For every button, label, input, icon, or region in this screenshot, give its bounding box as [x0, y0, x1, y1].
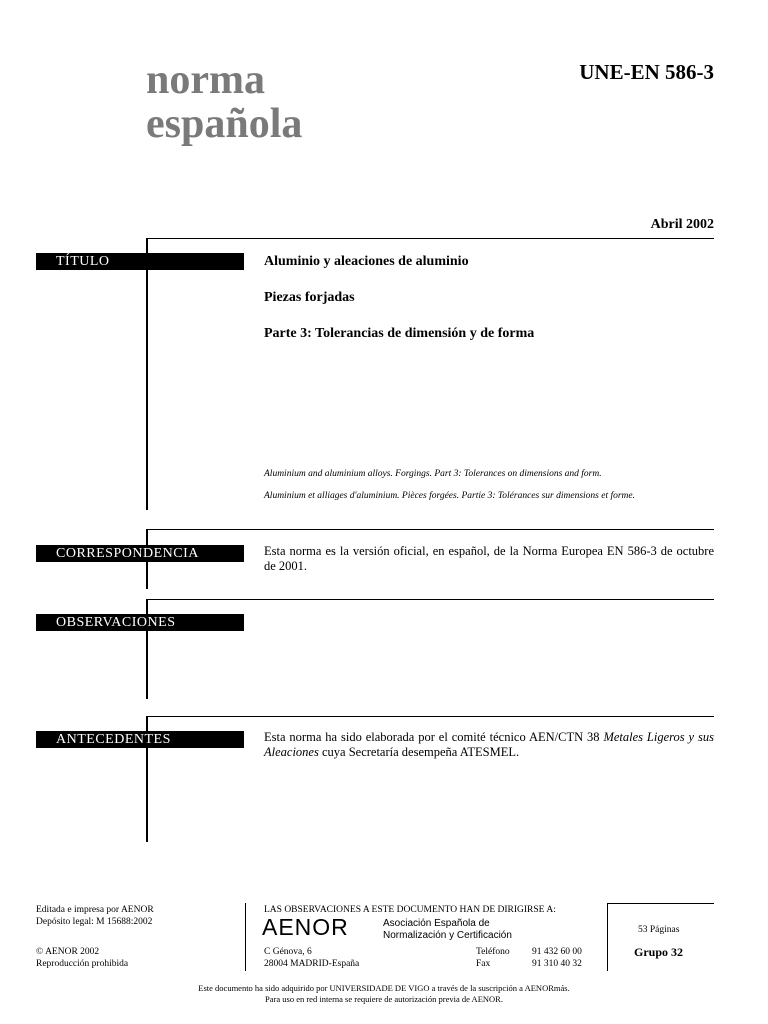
- address: [264, 946, 359, 970]
- contact-values: [532, 946, 582, 970]
- title-english: Aluminium and aluminium alloys. Forgings. Part 3: Tolerances on dimensions and form.: [264, 469, 602, 479]
- aenor-sub1: Asociación Española de: [383, 918, 490, 929]
- antecedentes-label: ANTECEDENTES: [36, 731, 244, 748]
- fax-value: 91 310 40 32: [532, 959, 582, 969]
- address-line1: C Génova, 6: [264, 947, 312, 957]
- copyright-line1: © AENOR 2002: [36, 947, 100, 957]
- titulo-vline: [146, 238, 148, 510]
- correspondencia-rule: [146, 529, 714, 530]
- price-group: Grupo 32: [634, 945, 684, 959]
- tel-value: 91 432 60 00: [532, 947, 582, 957]
- tel-label: Teléfono: [476, 947, 510, 957]
- title-french: Aluminium et alliages d'aluminium. Pièces forgées. Partie 3: Tolérances sur dimensions et forme.: [264, 491, 635, 501]
- page-count: 53 Páginas: [638, 925, 680, 935]
- correspondencia-text: Esta norma es la versión oficial, en español, de la Norma Europea EN 586-3 de octubre de 2001.: [264, 544, 714, 573]
- antecedentes-text-a: Esta norma ha sido elaborada por el comité técnico AEN/CTN 38: [264, 730, 604, 744]
- contact-labels: [476, 946, 510, 970]
- standard-code: UNE-EN 586-3: [579, 60, 714, 84]
- title-part: Parte 3: Tolerancias de dimensión y de forma: [264, 326, 535, 341]
- obs-heading: LAS OBSERVACIONES A ESTE DOCUMENTO HAN DE DIRIGIRSE A:: [264, 905, 556, 915]
- footer-box-top: [607, 903, 714, 904]
- antecedentes-text-b: cuya Secretaría desempeña ATESMEL.: [318, 745, 520, 759]
- license-notice: [0, 983, 768, 1005]
- aenor-sub2: Normalización y Certificación: [383, 930, 512, 941]
- brand-title: [146, 58, 302, 146]
- title-sub: Piezas forjadas: [264, 290, 355, 305]
- copyright-line2: Reproducción prohibida: [36, 959, 129, 969]
- notice-line2: Para uso en red interna se requiere de autorización previa de AENOR.: [265, 994, 503, 1004]
- aenor-subtitle: [383, 918, 512, 942]
- antecedentes-text-italic: Metales Ligeros y sus Aleaciones: [264, 730, 714, 759]
- footer-divider-right: [607, 903, 608, 971]
- antecedentes-rule: [146, 716, 714, 717]
- title-main: Aluminio y aleaciones de aluminio: [264, 254, 469, 269]
- aenor-logo: AENOR: [262, 914, 349, 940]
- edition-line1: Editada e impresa por AENOR: [36, 905, 154, 915]
- edition-line2: Depósito legal: M 15688:2002: [36, 917, 153, 927]
- notice-line1: Este documento ha sido adquirido por UNIVERSIDADE DE VIGO a través de la suscripción a AENORmás.: [198, 983, 570, 993]
- publication-date: Abril 2002: [650, 217, 714, 232]
- footer-divider-left: [245, 903, 246, 971]
- footer-copyright: [36, 946, 128, 970]
- footer-edition: [36, 904, 154, 928]
- antecedentes-text: [264, 730, 714, 760]
- fax-label: Fax: [476, 959, 491, 969]
- brand-line1: norma: [146, 57, 265, 103]
- titulo-label: TÍTULO: [36, 253, 244, 270]
- titulo-rule: [146, 238, 714, 239]
- correspondencia-label: CORRESPONDENCIA: [36, 545, 244, 562]
- address-line2: 28004 MADRID-España: [264, 959, 360, 969]
- observaciones-label: OBSERVACIONES: [36, 614, 244, 631]
- brand-line2: española: [146, 101, 303, 147]
- observaciones-rule: [146, 599, 714, 600]
